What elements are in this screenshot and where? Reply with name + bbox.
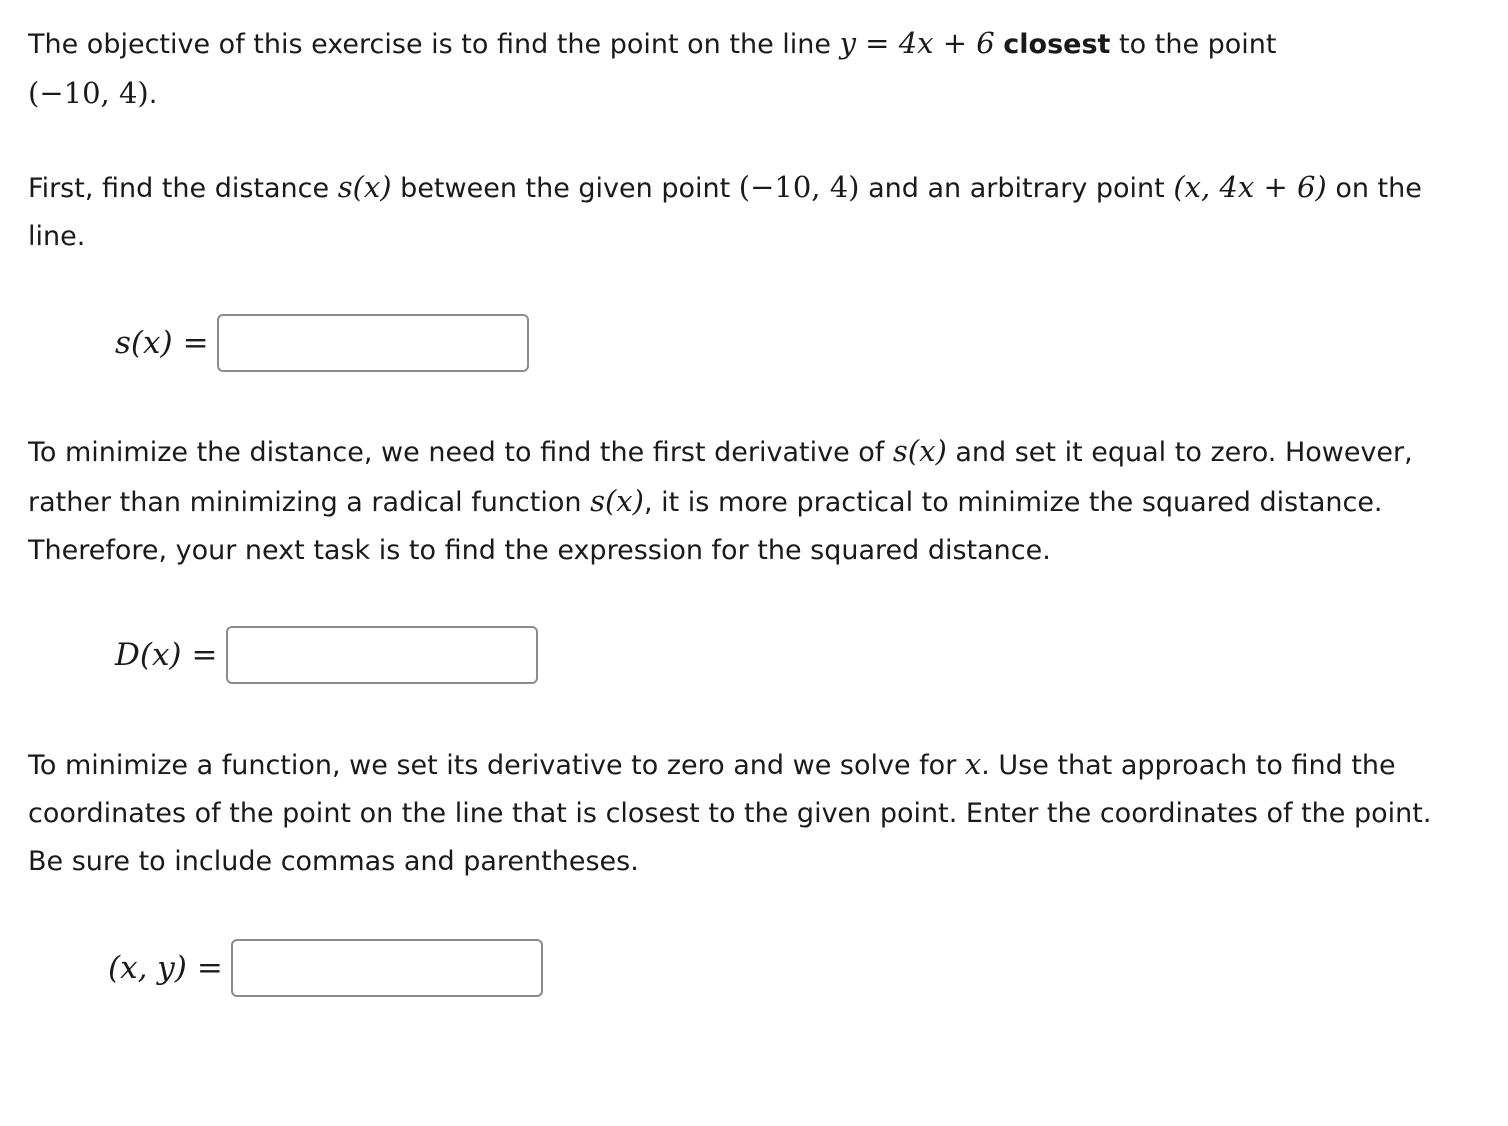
intro-text-1: The objective of this exercise is to find the point on the line (28, 29, 840, 60)
answer-row-squared-distance (115, 624, 538, 686)
step1-paragraph (28, 163, 1448, 261)
equals-sign: = (191, 637, 218, 673)
distance-answer-input[interactable] (217, 314, 529, 372)
given-point: (−10, 4) (28, 76, 149, 110)
step2-text-3: , it is more practical to minimize the squared distance. Therefore, your next task is to find the expression for the squared distance. (28, 487, 1383, 566)
step3-variable: x (964, 747, 982, 781)
step3-text-1: To minimize a function, we set its derivative to zero and we solve for (28, 750, 965, 781)
answer-label-coordinates: (x, y) (108, 950, 187, 986)
distance-function: s(x) (337, 170, 392, 204)
squared-distance-answer-input[interactable] (226, 626, 538, 684)
step2-function-1: s(x) (892, 434, 947, 468)
step2-text-2: and set it equal to zero. However, rather than minimizing a radical function (28, 437, 1413, 518)
step1-given-point: (−10, 4) (738, 170, 860, 204)
step1-text-3: and an arbitrary point (859, 173, 1174, 204)
answer-label-distance: s(x) (115, 325, 173, 361)
step1-text-4: on the line. (28, 173, 1422, 252)
step3-paragraph (28, 740, 1448, 886)
step1-text-2: between the given point (391, 173, 739, 204)
intro-paragraph (28, 19, 1448, 119)
step2-text-1: To minimize the distance, we need to find the first derivative of (28, 437, 893, 468)
step2-function-2: s(x) (590, 484, 644, 518)
arbitrary-point: (x, 4x + 6) (1173, 170, 1327, 204)
equals-sign: = (182, 325, 209, 361)
closest-bold: closest (1003, 29, 1111, 60)
equals-sign: = (196, 950, 223, 986)
step3-text-2: . Use that approach to find the coordinates of the point on the line that is closest to the given point. Enter the coordinates of the point. Be sure to include commas and parentheses. (28, 750, 1432, 877)
step2-paragraph (28, 427, 1448, 575)
answer-label-squared-distance: D(x) (115, 637, 182, 673)
answer-row-coordinates (108, 937, 543, 999)
line-equation: y = 4x + 6 (839, 26, 995, 60)
step1-text-1: First, find the distance (28, 173, 338, 204)
intro-end: . (148, 79, 158, 110)
coordinates-answer-input[interactable] (231, 939, 543, 997)
intro-text-2: to the point (1110, 29, 1277, 60)
answer-row-distance (115, 312, 529, 374)
